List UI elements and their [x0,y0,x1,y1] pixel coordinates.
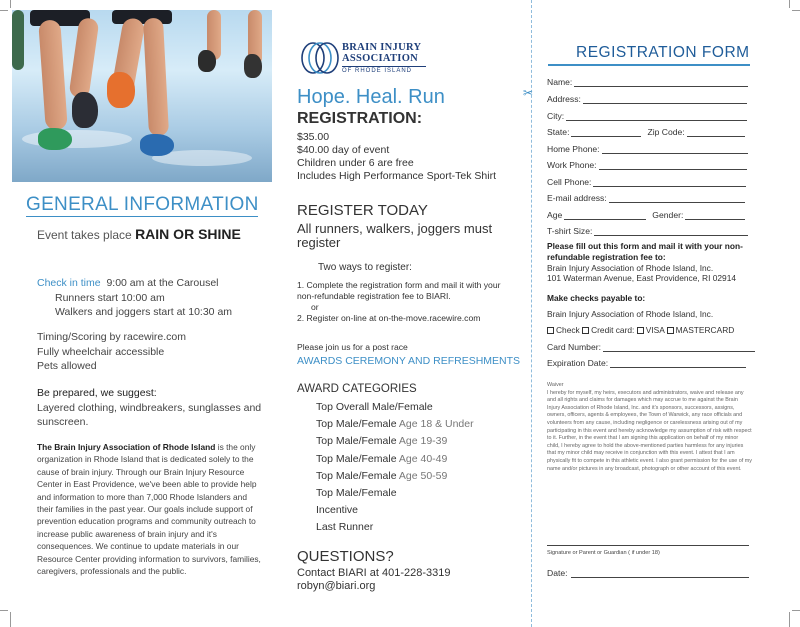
walkers-start: Walkers and joggers start at 10:30 am [55,306,233,318]
home-phone-input-line[interactable] [602,145,748,154]
address-field[interactable]: Address: [547,94,747,104]
checks-org: Brain Injury Association of Rhode Island, Inc. [547,309,714,319]
crop-mark [10,612,11,627]
award-item: Top Male/Female Age 40-49 [316,452,448,465]
tshirt-input-line[interactable] [594,227,748,236]
payment-options: Check Credit card: VISA MASTERCARD [547,325,757,336]
fee-item: Children under 6 are free [297,157,414,169]
checks-block [547,293,757,304]
award-categories-heading: AWARD CATEGORIES [297,383,417,395]
biari-logo-icon [300,40,340,76]
cell-phone-field[interactable]: Cell Phone: [547,177,746,187]
mail-instructions [547,241,757,284]
logo-line3: OF RHODE ISLAND [342,66,426,74]
date-input-line[interactable] [571,569,749,578]
contact-block [297,567,450,593]
registration-heading: REGISTRATION: [297,110,423,127]
fee-item: $40.00 day of event [297,144,390,156]
prepared-text: Layered clothing, windbreakers, sunglasses and sunscreen. [37,401,262,428]
timing-line: Timing/Scoring by racewire.com [37,331,186,343]
runners-start: Runners start 10:00 am [55,291,165,304]
questions-heading: QUESTIONS? [297,548,394,565]
cell-phone-input-line[interactable] [593,178,746,187]
step-mail: 1. Complete the registration form and mail it with your non-refundable registration fee to BIARI. [297,280,501,301]
checkin-label: Check in time [37,277,101,289]
award-list [316,399,474,537]
signature-label: Signature or Parent or Guardian ( if under 18) [547,550,660,556]
registration-form-title: REGISTRATION FORM [576,44,750,61]
card-number-field[interactable]: Card Number: [547,342,755,352]
mastercard-checkbox[interactable] [667,327,674,334]
mail-address: 101 Waterman Avenue, East Providence, RI 02914 [547,273,737,284]
waiver-title: Waiver [547,382,564,388]
city-input-line[interactable] [566,112,747,121]
two-ways-heading: Two ways to register: [318,262,412,273]
prepared-block [37,386,267,430]
home-phone-field[interactable]: Home Phone: [547,144,748,154]
checkin-value: 9:00 am at the Carousel [106,277,219,289]
pets-line: Pets allowed [37,360,97,372]
crop-mark [10,0,11,8]
event-details [37,330,267,374]
crop-mark [0,610,8,611]
address-input-line[interactable] [583,95,747,104]
fee-item: $35.00 [297,131,330,143]
heading-rule [26,216,258,217]
age-input-line[interactable] [564,211,646,220]
awards-ceremony-link: AWARDS CEREMONY AND REFRESHMENTS [297,355,521,367]
all-runners-text: All runners, walkers, joggers must register [297,221,493,250]
biari-logo [300,38,430,82]
work-phone-field[interactable]: Work Phone: [547,160,747,170]
contact-phone: Contact BIARI at 401-228-3319 [297,567,451,579]
name-field[interactable]: Name: [547,77,748,87]
post-race-text: Please join us for a post race [297,342,408,352]
state-zip-field[interactable]: State: Zip Code: [547,127,745,137]
crop-mark [789,612,790,627]
city-field[interactable]: City: [547,111,747,121]
rain-or-shine: RAIN OR SHINE [135,226,241,242]
about-text: is the only organization in Rhode Island that is dedicated solely to the cause of brain injury. Through our Brain Injury Resource Center in East Providence, we've been able to provide help and information to more than 7,000 Rhode Islanders and their families in the past year. Our goals include support of prevention education programs and community outreach to increase public awareness of brain injury and it's consequences. We continue to update materials in our Resource Center providing information to survivors, families, caregivers, professionals and the public. [37,442,261,577]
event-weather-line [37,226,241,242]
gender-input-line[interactable] [685,211,745,220]
logo-line2: ASSOCIATION [342,53,419,64]
form-title-rule [548,64,750,66]
checkin-block [37,276,267,320]
check-checkbox[interactable] [547,327,554,334]
state-input-line[interactable] [571,128,641,137]
name-input-line[interactable] [574,78,748,87]
award-item: Top Male/Female Age 18 & Under [316,418,474,431]
fee-item: Includes High Performance Sport-Tek Shirt [297,170,497,182]
scissors-icon: ✂ [523,86,534,100]
age-gender-field[interactable]: Age Gender: [547,210,745,220]
register-today-heading: REGISTER TODAY [297,202,428,219]
crop-mark [792,610,800,611]
fee-list [297,131,512,183]
work-phone-input-line[interactable] [599,161,747,170]
waiver-block [547,382,752,473]
award-item: Top Male/Female Age 19-39 [316,435,448,448]
step-online: 2. Register on-line at on-the-move.racewire.com [297,313,481,323]
award-item: Incentive [316,504,359,517]
checks-heading: Make checks payable to: [547,293,646,303]
about-org: The Brain Injury Association of Rhode Island [37,442,216,452]
credit-card-checkbox[interactable] [582,327,589,334]
general-information-heading: GENERAL INFORMATION [26,194,259,215]
award-item: Last Runner [316,521,374,534]
expiration-input-line[interactable] [610,359,746,368]
logo-line1: BRAIN INJURY [342,42,422,53]
prepared-heading: Be prepared, we suggest: [37,387,157,399]
crop-mark [0,10,8,11]
card-number-input-line[interactable] [603,343,755,352]
award-item: Top Overall Male/Female [316,401,433,413]
waiver-text: I hereby for myself, my heirs, executors and administrators, waive and release any and all rights and claims for damages which may accrue to me against the Brain Injury Association of Rhode Island, Inc. and it's sponsors, successors, assigns, owners, officers, agents & employees, the Town of Warwick, any race officials and volunteers from any cause, including negligence or carelessness arising out of my participating in this event and hereby acknowledge my assumption of risk with respect to it. Further, in the event that I am signing this application on behalf of my minor child, I hereby agree to hold the above-mentioned parties harmless for any injuries that my minor child may receive in conjunction with this event. I attest that I am physically fit to compete in this athletic event. I also grant permission for the use of my name and/or pictures in any broadcast, photograph or other account of this event. [547,389,752,472]
visa-checkbox[interactable] [637,327,644,334]
email-field[interactable]: E-mail address: [547,193,745,203]
mail-instructions-text: Please fill out this form and mail it with your non-refundable registration fee to: [547,241,743,262]
award-item: Top Male/Female Age 50-59 [316,469,448,482]
step-or: or [311,302,319,312]
expiration-field[interactable]: Expiration Date: [547,358,746,368]
mail-org: Brain Injury Association of Rhode Island, Inc. [547,262,714,273]
logo-wordmark [342,42,421,64]
event-prefix: Event takes place [37,228,136,242]
date-field[interactable]: Date: [547,568,749,578]
about-paragraph [37,441,261,577]
email-input-line[interactable] [609,194,745,203]
tagline: Hope. Heal. Run [297,86,445,108]
tshirt-field[interactable]: T-shirt Size: [547,226,748,236]
wheelchair-line: Fully wheelchair accessible [37,345,165,358]
running-legs-photo [12,10,272,182]
contact-email[interactable]: robyn@biari.org [297,580,376,592]
crop-mark [789,0,790,8]
award-item: Top Male/Female [316,487,397,500]
zip-input-line[interactable] [687,128,745,137]
crop-mark [792,10,800,11]
signature-line[interactable] [547,545,749,546]
registration-steps [297,280,512,324]
